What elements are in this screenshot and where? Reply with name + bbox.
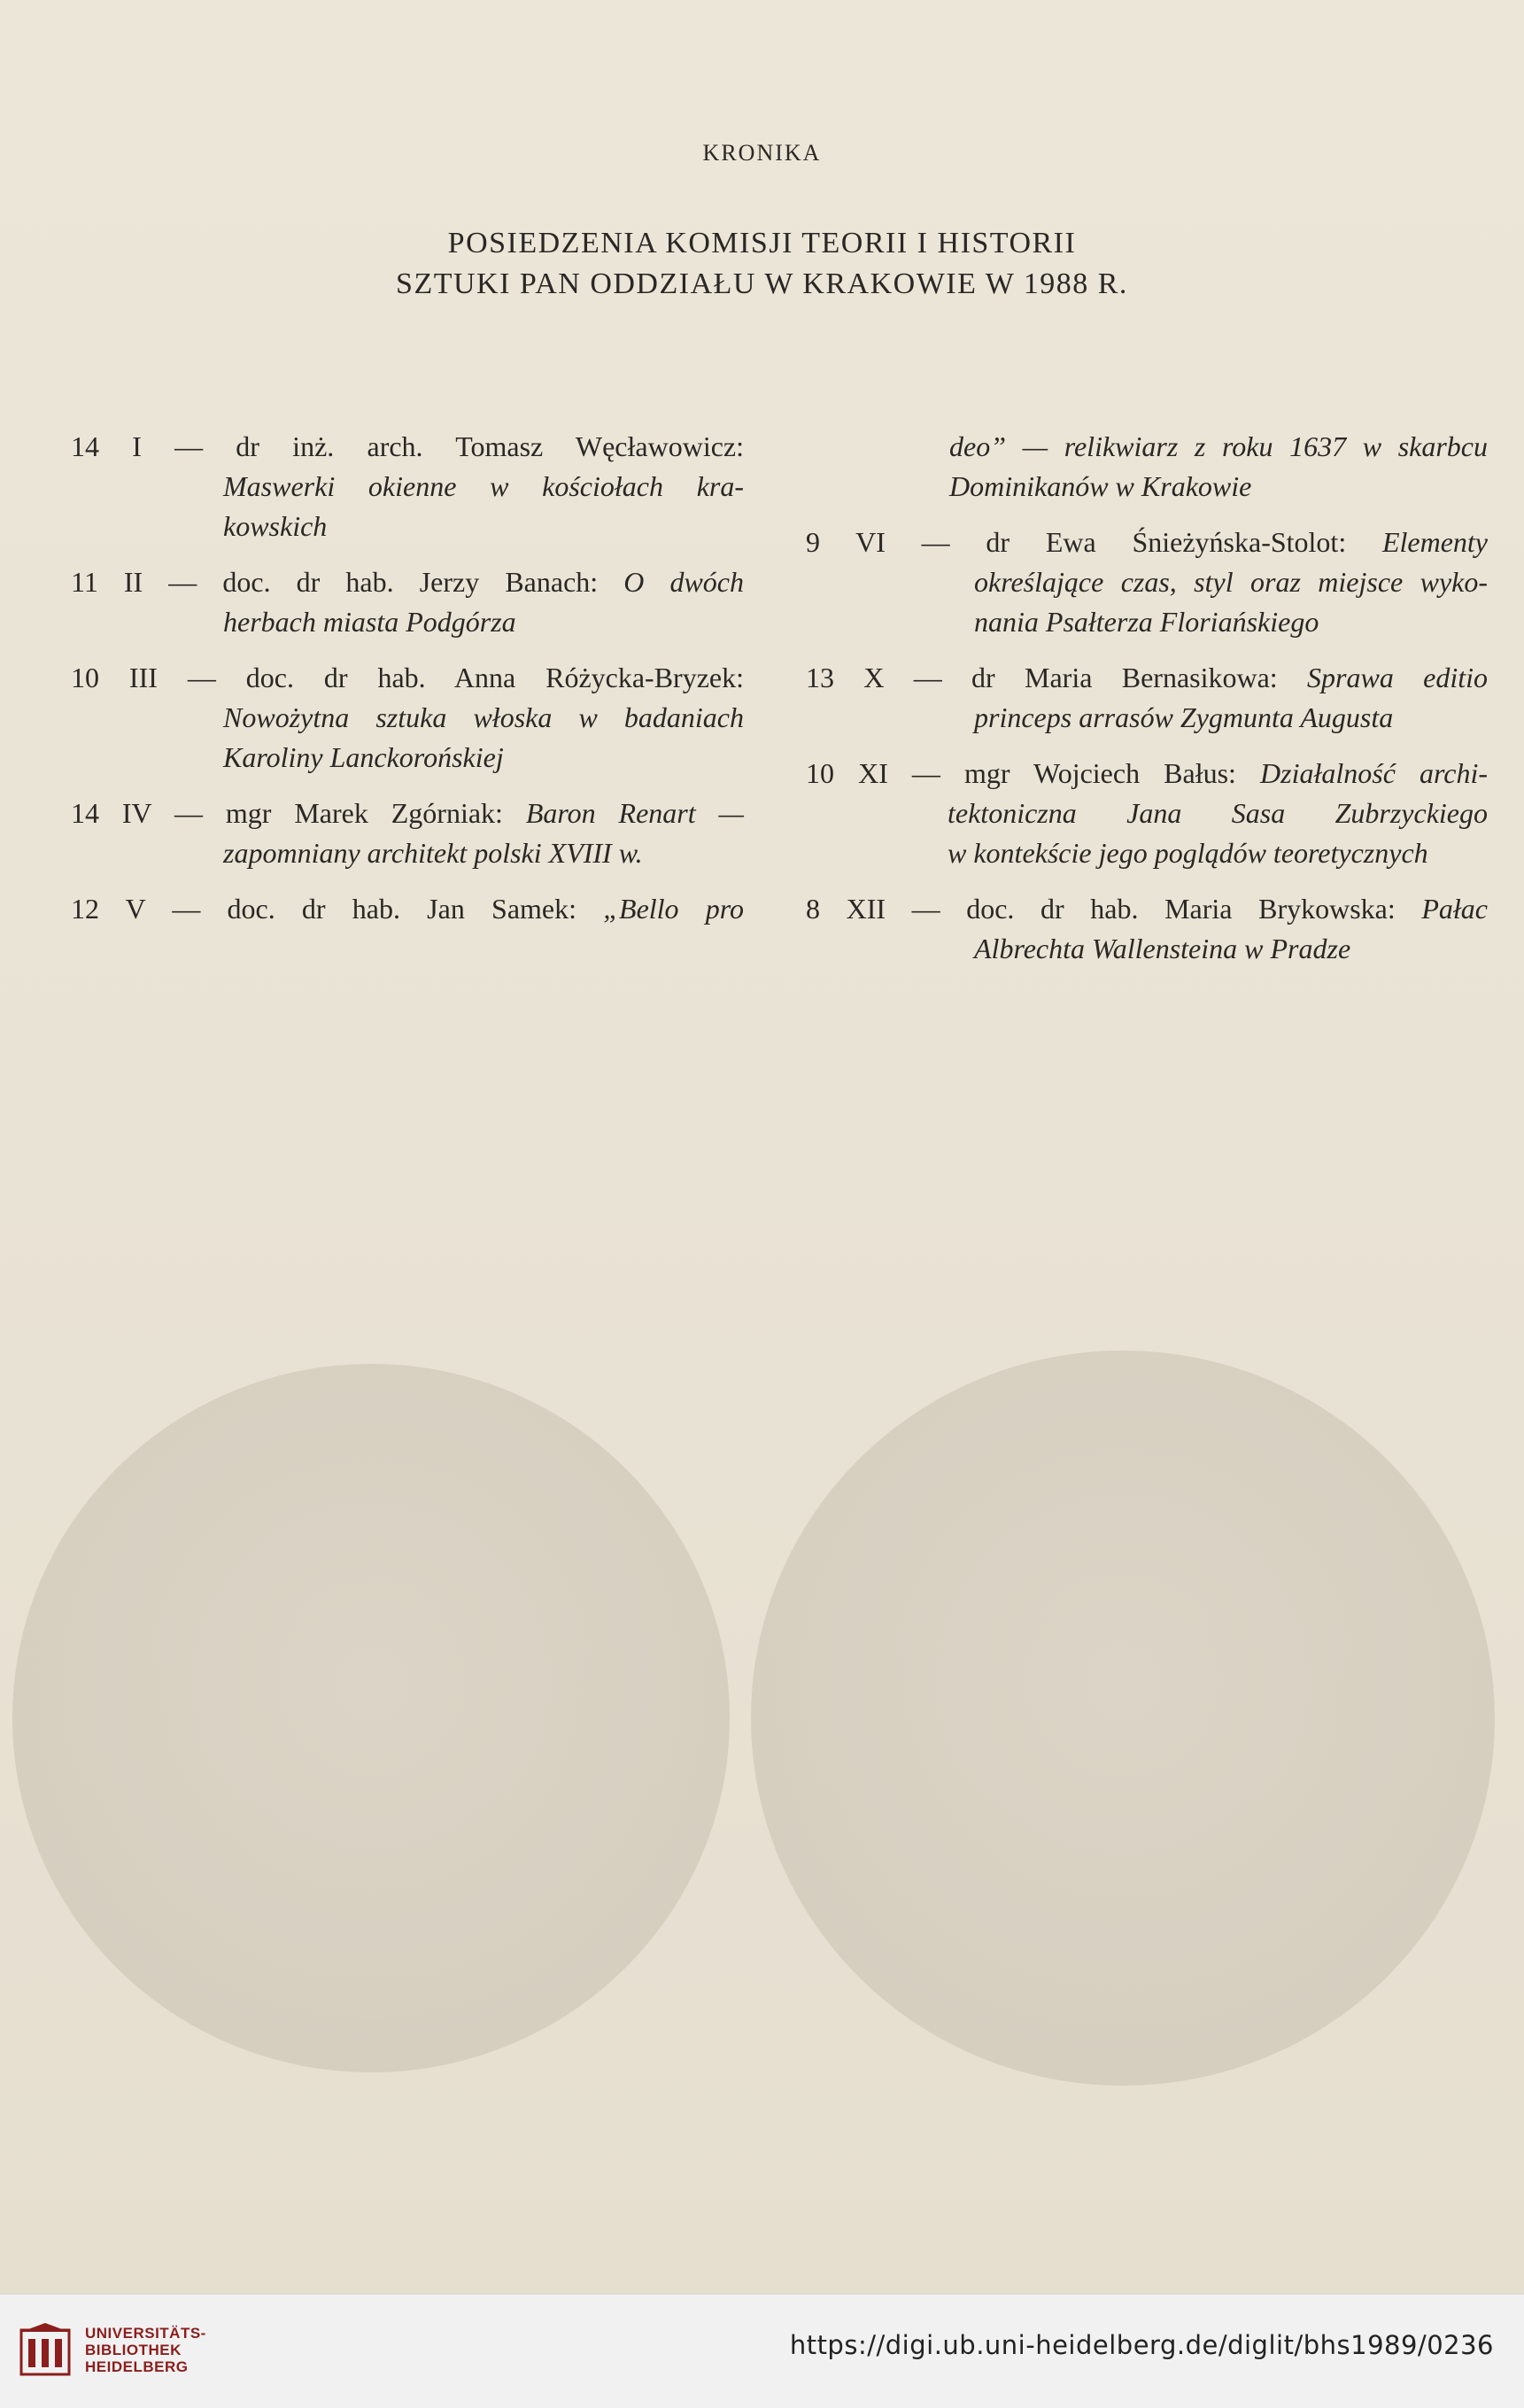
speaker: 14 IV — mgr Marek Zgórniak: <box>71 797 526 829</box>
entry-line <box>71 794 744 833</box>
entry-line: Dominikanów w Krakowie <box>949 470 1252 502</box>
entry-line: tektoniczna Jana Sasa Zubrzyckiego <box>948 797 1488 829</box>
entry-line: Albrechta Wallensteina w Pradze <box>974 933 1351 964</box>
logo-line: HEIDELBERG <box>85 2358 189 2375</box>
entry-line <box>806 754 1488 794</box>
meeting-entry <box>806 658 1488 738</box>
speaker: 12 V — doc. dr hab. Jan Samek: <box>71 893 604 925</box>
entry-line: w kontekście jego poglądów teoretycznych <box>948 837 1428 869</box>
meeting-entry <box>806 523 1488 642</box>
talk-title: Baron Renart — <box>525 797 745 829</box>
logo-line: UNIVERSITÄTS- <box>85 2325 206 2342</box>
meeting-entry <box>71 658 744 778</box>
university-library-logo-icon <box>19 2323 71 2378</box>
logo-line: BIBLIOTHEK <box>85 2342 182 2358</box>
entry-line: określające czas, styl oraz miejsce wyko- <box>974 566 1488 598</box>
speaker: 9 VI — dr Ewa Śnieżyńska-Stolot: <box>806 526 1382 558</box>
meeting-entry <box>71 562 744 642</box>
speaker: 11 II — doc. dr hab. Jerzy Banach: <box>71 566 624 598</box>
entry-line: 14 I — dr inż. arch. Tomasz Węcławowicz: <box>71 430 744 462</box>
left-column <box>71 427 744 945</box>
talk-title: „Bello pro <box>603 893 745 925</box>
meeting-entry <box>71 889 744 929</box>
permalink-url[interactable]: https://digi.ub.uni-heidelberg.de/diglit/bhs1989/0236 <box>789 2330 1494 2360</box>
talk-title: O dwóch <box>623 566 745 598</box>
right-column <box>806 427 1488 985</box>
talk-title: Elementy <box>1381 526 1488 558</box>
entry-line: princeps arrasów Zygmunta Augusta <box>974 701 1394 733</box>
entry-line: Karoliny Lanckorońskiej <box>223 741 504 773</box>
talk-title: Pałac <box>1421 893 1488 925</box>
entry-line: kowskich <box>223 510 328 542</box>
entry-line: herbach miasta Podgórza <box>223 606 516 638</box>
title-line-2: SZTUKI PAN ODDZIAŁU W KRAKOWIE W 1988 R. <box>396 267 1128 300</box>
meeting-entry <box>71 427 744 546</box>
title-line-1: POSIEDZENIA KOMISJI TEORII I HISTORII <box>447 227 1077 259</box>
talk-title: Sprawa editio <box>1307 662 1489 693</box>
viewer-footer <box>0 2294 1524 2408</box>
entry-line <box>71 889 744 929</box>
entry-line <box>806 658 1488 698</box>
speaker: 13 X — dr Maria Bernasikowa: <box>806 662 1308 693</box>
entry-line: nania Psałterza Floriańskiego <box>974 606 1319 638</box>
entry-line: Maswerki okienne w kościołach kra- <box>223 470 744 502</box>
section-title <box>0 223 1524 305</box>
entry-line: 10 III — doc. dr hab. Anna Różycka-Bryzek: <box>71 662 744 693</box>
speaker: 10 XI — mgr Wojciech Bałus: <box>806 757 1261 789</box>
entry-line <box>806 889 1488 929</box>
university-library-logo-text <box>85 2325 206 2375</box>
medal-image-left <box>12 1364 730 2072</box>
meeting-entry <box>806 427 1488 507</box>
running-head: KRONIKA <box>702 140 822 166</box>
entry-line <box>71 562 744 602</box>
entry-line <box>806 523 1488 562</box>
speaker: 8 XII — doc. dr hab. Maria Brykowska: <box>806 893 1422 925</box>
medal-image-right <box>751 1351 1495 2086</box>
entry-line: zapomniany architekt polski XVIII w. <box>223 837 643 869</box>
meeting-entry <box>806 889 1488 969</box>
entry-line: deo” — relikwiarz z roku 1637 w skarbcu <box>949 430 1488 462</box>
meeting-entry <box>806 754 1488 873</box>
talk-title: Działalność archi- <box>1260 757 1488 789</box>
meeting-entry <box>71 794 744 873</box>
entry-line: Nowożytna sztuka włoska w badaniach <box>223 701 744 733</box>
